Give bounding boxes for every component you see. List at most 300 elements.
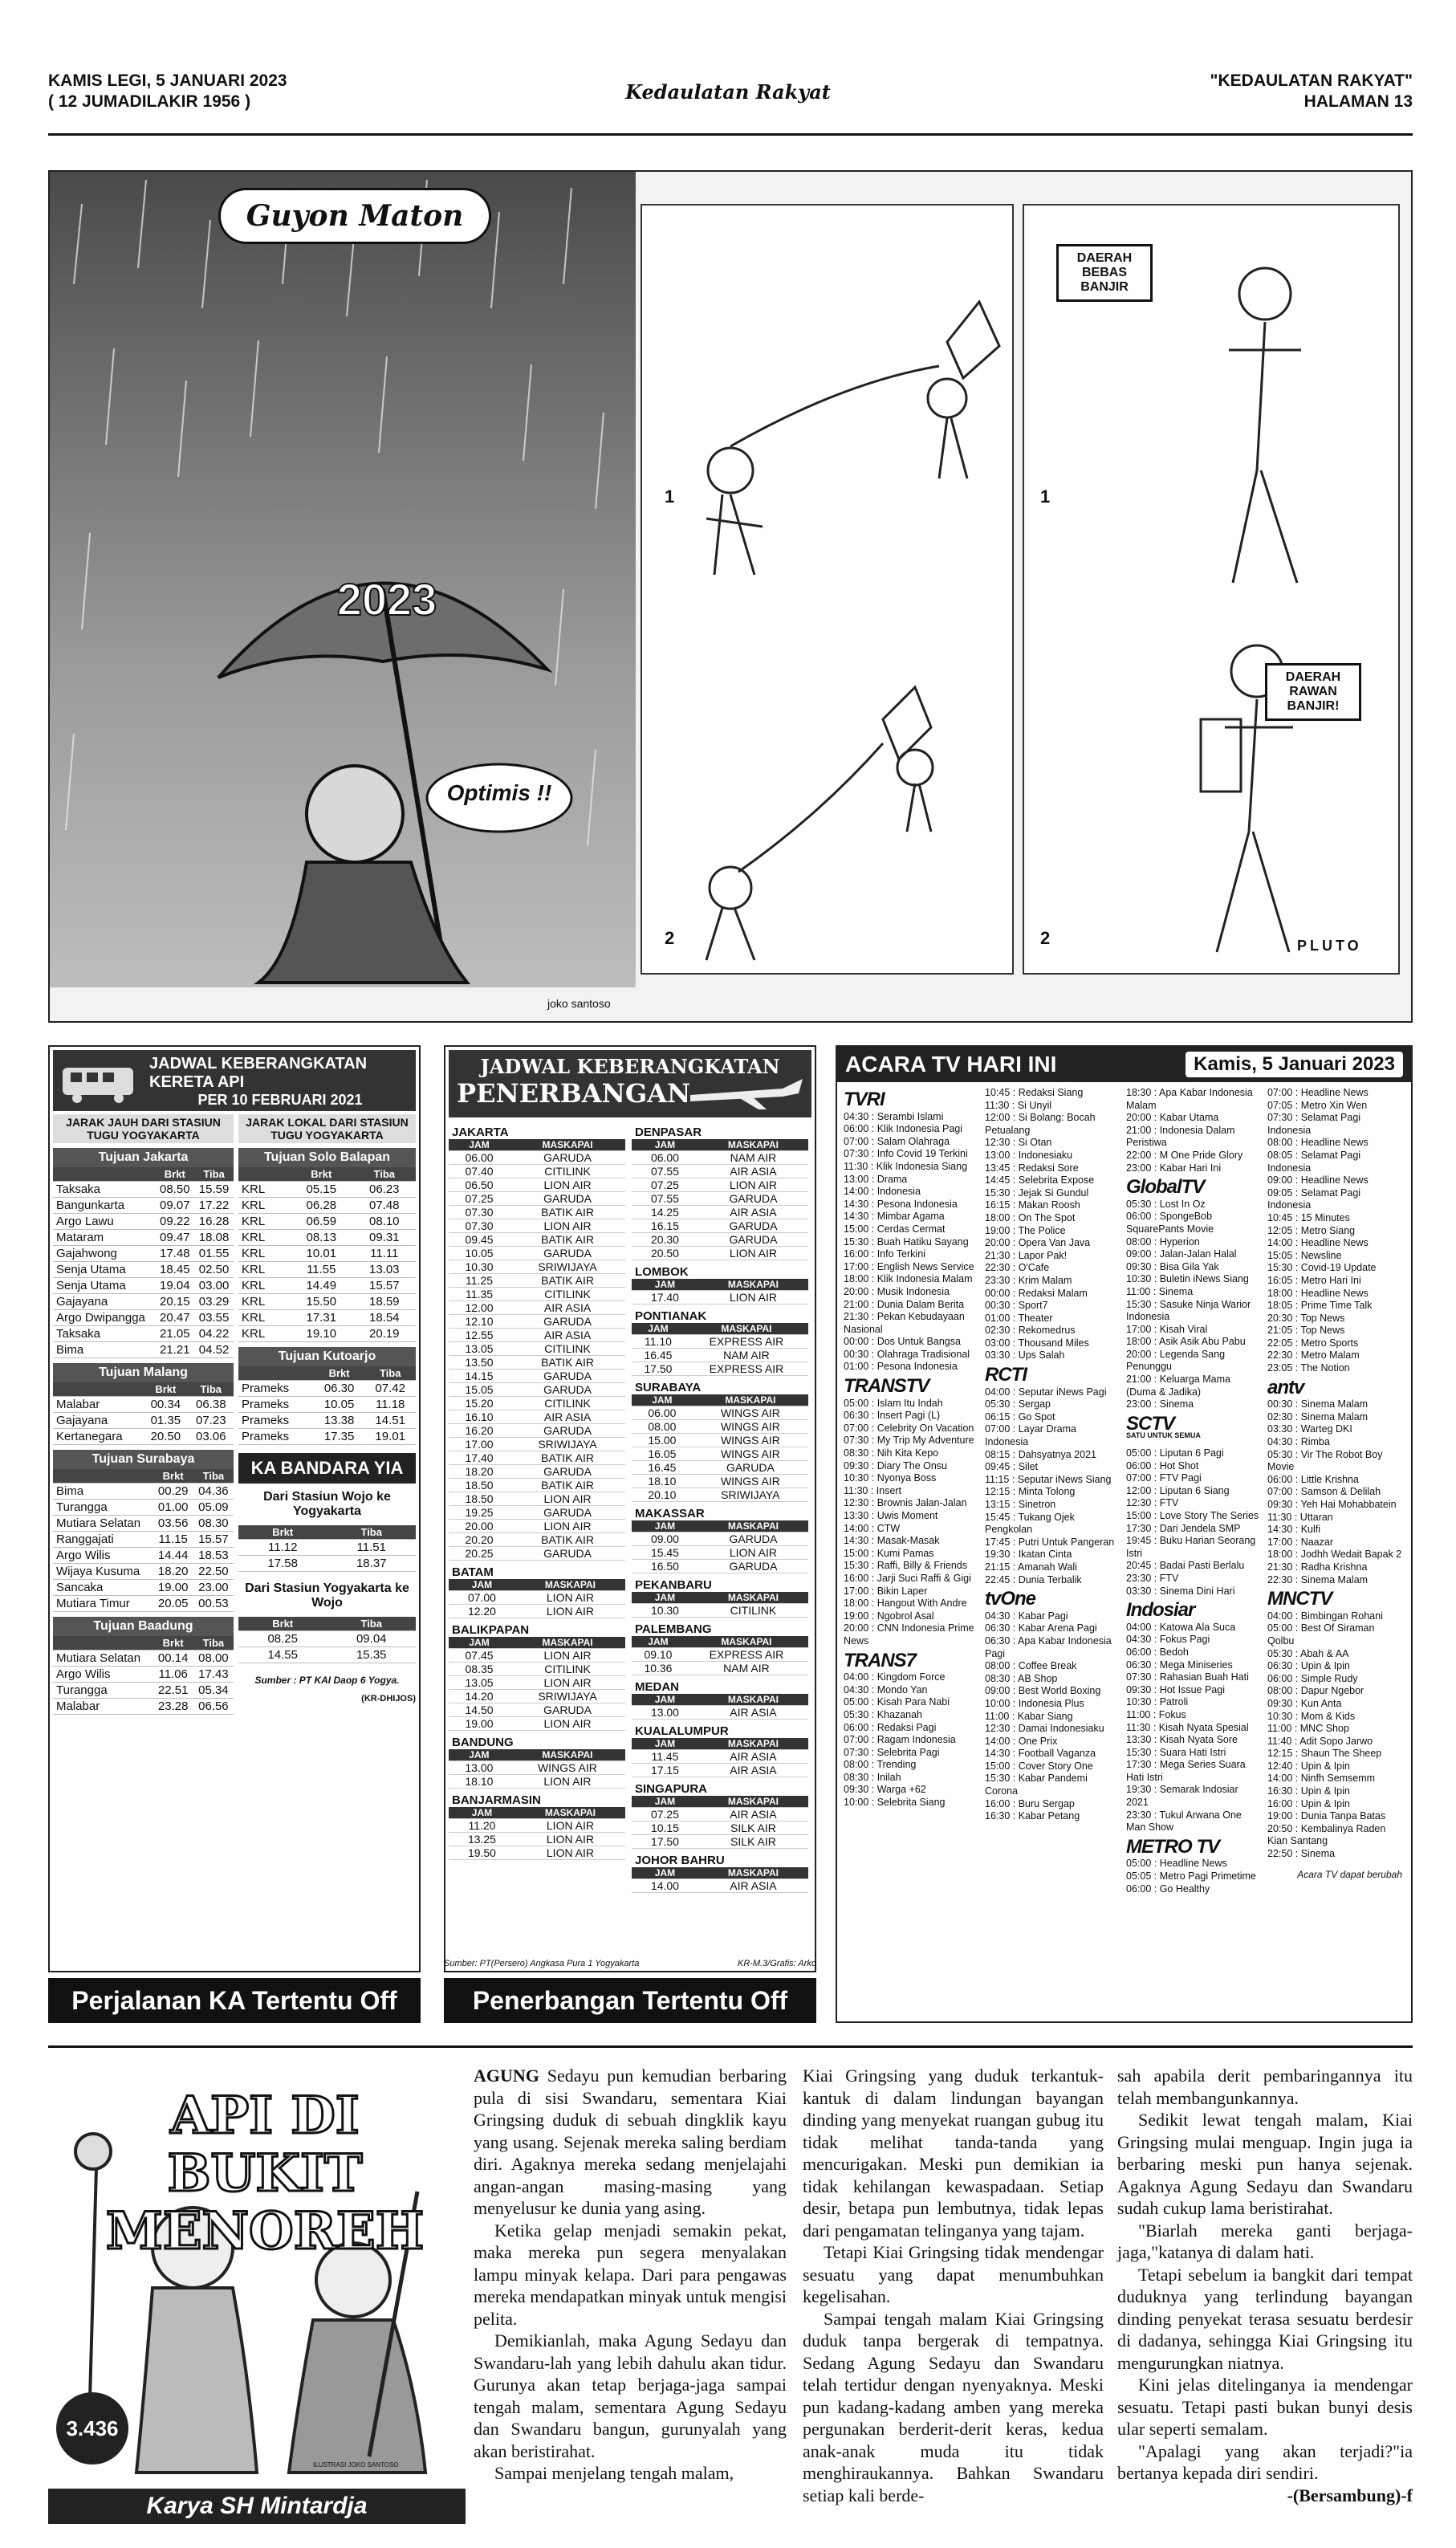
table-row	[449, 1192, 625, 1206]
page-info: "KEDAULATAN RAKYAT" HALAMAN 13	[1210, 71, 1413, 111]
table-row	[449, 1233, 625, 1247]
flight-col-head: JAM	[449, 1637, 510, 1649]
table-cell: 08.13	[290, 1230, 352, 1246]
tv-program: 22:50 : Sinema	[1267, 1848, 1336, 1860]
table-cell: 17.50	[632, 1835, 698, 1849]
flight-schedule	[444, 1045, 816, 1972]
table-cell: 08.50	[155, 1182, 194, 1198]
tv-program: 12:30 : FTV	[1126, 1497, 1179, 1509]
tv-program: 14:30 : Football Vaganza	[985, 1748, 1096, 1760]
tv-program: 06:30 : Upin & Ipin	[1267, 1660, 1350, 1672]
table-cell: 17.48	[155, 1246, 194, 1262]
table-cell: AIR ASIA	[698, 1206, 808, 1219]
trans7-logo: TRANS7	[844, 1649, 917, 1671]
tv-program: 15:05 : Newsline	[1267, 1249, 1342, 1261]
table-cell: GARUDA	[693, 1461, 808, 1475]
tv-date: Kamis, 5 Januari 2023	[1186, 1052, 1403, 1077]
table-row	[238, 1540, 416, 1556]
table-cell: 18.20	[153, 1564, 193, 1580]
table-row	[449, 1506, 625, 1520]
table-row	[449, 1219, 625, 1233]
table-row	[449, 1649, 625, 1663]
flight-table	[632, 1738, 808, 1777]
mnctv-logo: MNCTV	[1267, 1588, 1332, 1610]
masthead: Kedaulatan Rakyat	[625, 80, 831, 104]
table-cell: WINGS AIR	[693, 1406, 808, 1420]
table-cell: 17.15	[632, 1764, 698, 1777]
table-cell: WINGS AIR	[510, 1761, 625, 1775]
flight-col-head: MASKAPAI	[698, 1520, 808, 1532]
table-cell: Argo Lawu	[53, 1214, 155, 1230]
table-cell: CITILINK	[510, 1663, 625, 1676]
table-cell: CITILINK	[510, 1165, 625, 1178]
flight-table	[449, 1637, 625, 1731]
tv-program: 07:30 : Rahasian Buah Hati	[1126, 1671, 1249, 1683]
table-row	[632, 1406, 808, 1420]
tv-program: 16:30 : Kabar Petang	[985, 1810, 1080, 1822]
flight-table	[449, 1579, 625, 1618]
flight-table	[632, 1636, 808, 1675]
table-row	[632, 1165, 808, 1178]
tv-program: 09:30 : Hot Issue Pagi	[1126, 1683, 1225, 1695]
table-cell: KRL	[238, 1326, 290, 1342]
table-cell: 06.00	[632, 1151, 698, 1165]
tv-program: 08:00 : Headline News	[1267, 1137, 1369, 1149]
tv-program: 14:30 : Kulfi	[1267, 1524, 1321, 1536]
table-row	[449, 1178, 625, 1192]
table-cell: 03.55	[194, 1310, 234, 1326]
table-cell: BATIK AIR	[510, 1533, 625, 1547]
tv-program: 23:05 : The Notion	[1267, 1362, 1350, 1374]
airplane-icon	[686, 1071, 807, 1111]
tv-program: 19:00 : The Police	[985, 1224, 1066, 1236]
table-row	[449, 1356, 625, 1370]
table-row	[238, 1556, 416, 1572]
table-cell: 13.38	[314, 1413, 365, 1429]
tv-program: 15:00 : Love Story The Series	[1126, 1510, 1259, 1521]
tv-program: 15:00 : Cerdas Cermat	[844, 1223, 946, 1235]
table-cell: 09.04	[327, 1631, 416, 1647]
panel-number-1: 1	[665, 486, 675, 507]
table-cell: 03.29	[194, 1294, 234, 1310]
table-cell: KRL	[238, 1230, 290, 1246]
tv-program: 22:05 : Metro Sports	[1267, 1337, 1359, 1349]
table-cell: 01.35	[143, 1413, 188, 1429]
table-cell: 08.00	[193, 1651, 234, 1667]
table-cell: EXPRESS AIR	[685, 1362, 808, 1376]
tv-program: 16:00 : Buru Sergap	[985, 1797, 1075, 1809]
tv-program: 18:00 : Klik Indonesia Malam	[844, 1273, 973, 1285]
tv-col-1	[844, 1087, 978, 1895]
flight-city-title: SINGAPURA	[635, 1782, 708, 1796]
table-row	[449, 1479, 625, 1492]
table-cell: LION AIR	[510, 1775, 625, 1789]
jakarta-train-table: Brkt Tiba Taksaka 08.50 15.59 Bangunkarta 09.07 17.22 Argo Lawu 09.22 16.28 Mataram 09.47 18.08 Gajahwong 17.48 01.55 Senja Utama 18.45 02.50 Senja Utama 19.04 03.00 Gajayana 20.15 03.29 Argo Dwipangga 20.47 03.55 Taksaka 21.05 04.22 Bima 21.21 04.52	[53, 1167, 234, 1358]
table-row	[53, 1651, 234, 1667]
tv-program: 20:45 : Badai Pasti Berlalu	[1126, 1560, 1245, 1572]
table-cell: 11.35	[449, 1288, 510, 1301]
table-cell: 10.05	[314, 1397, 365, 1413]
transtv-logo: TRANSTV	[844, 1375, 929, 1398]
table-cell: KRL	[238, 1278, 290, 1294]
table-cell: 11.18	[364, 1397, 416, 1413]
table-row	[632, 1178, 808, 1192]
indosiar-list	[1126, 1622, 1261, 1834]
tv-program: 07:00 : FTV Pagi	[1126, 1472, 1202, 1484]
flight-table	[449, 1139, 625, 1561]
table-cell: 11.11	[353, 1246, 416, 1262]
table-cell: 19.00	[449, 1717, 510, 1731]
table-row	[632, 1420, 808, 1434]
table-cell: 07.55	[632, 1192, 698, 1206]
table-cell: 04.52	[194, 1342, 234, 1358]
table-row	[53, 1413, 234, 1429]
table-cell: 14.44	[153, 1548, 193, 1564]
tvone-list	[985, 1610, 1120, 1823]
tv-program: 09:30 : Kun Anta	[1267, 1697, 1342, 1709]
table-cell: 03.06	[189, 1429, 234, 1445]
tv-program: 16:05 : Metro Hari Ini	[1267, 1274, 1361, 1286]
table-cell: 00.29	[153, 1484, 193, 1500]
metrotv-list	[1126, 1858, 1261, 1895]
table-cell: 05.34	[193, 1683, 234, 1699]
table-row	[449, 1438, 625, 1451]
tv-program: 22:30 : O'Cafe	[985, 1262, 1050, 1274]
table-cell: 10.30	[449, 1260, 510, 1274]
story-paragraph: Tetapi Kiai Gringsing tidak mendengar sesuatu yang dapat menumbuhkan kegelisahan.	[803, 2242, 1104, 2306]
flight-city-title: BATAM	[452, 1565, 494, 1579]
globaltv-list	[1126, 1199, 1261, 1411]
table-cell: Prameks	[238, 1429, 314, 1445]
flight-city-title: DENPASAR	[635, 1125, 702, 1139]
table-row	[449, 1424, 625, 1438]
table-cell: LION AIR	[515, 1605, 625, 1618]
table-cell: LION AIR	[510, 1178, 625, 1192]
table-row	[632, 1362, 808, 1376]
table-cell: 01.00	[153, 1500, 193, 1516]
tv-program: 08:00 : Coffee Break	[985, 1660, 1077, 1672]
table-cell: 11.06	[153, 1667, 193, 1683]
story-paragraph: Tetapi sebelum ia bangkit dari tempat duduknya yang terlindung bayangan dinding penyekat terasa sesuatu berdesir di dadanya, sehingga Kiai Gringsing itu mengurungkan niatnya.	[1117, 2264, 1413, 2373]
train-title: JADWAL KEBERANGKATAN KERETA API	[149, 1055, 368, 1091]
table-cell: 10.36	[632, 1662, 685, 1675]
table-row	[632, 1447, 808, 1461]
table-cell: Turangga	[53, 1683, 153, 1699]
flight-col-head: JAM	[632, 1323, 685, 1335]
table-row	[238, 1182, 416, 1198]
table-cell: 01.55	[194, 1246, 234, 1262]
flight-city-title: JAKARTA	[452, 1125, 509, 1139]
tv-program: 01:00 : Pesona Indonesia	[844, 1361, 958, 1373]
table-row	[53, 1596, 234, 1612]
flood-strip-illustration	[1024, 206, 1398, 973]
flight-col-head: JAM	[632, 1867, 698, 1879]
table-cell: KRL	[238, 1262, 290, 1278]
table-cell: 15.57	[353, 1278, 416, 1294]
table-cell: 07.42	[364, 1381, 416, 1397]
tvone-logo: tvOne	[985, 1588, 1036, 1610]
table-row	[238, 1214, 416, 1230]
table-row	[632, 1835, 808, 1849]
flight-city-title: BANDUNG	[452, 1736, 514, 1749]
tv-program: 16:00 : Upin & Ipin	[1267, 1797, 1350, 1809]
table-cell: Wijaya Kusuma	[53, 1564, 153, 1580]
flight-city-title: KUALALUMPUR	[635, 1724, 729, 1738]
flight-table	[449, 1749, 625, 1789]
table-row	[53, 1500, 234, 1516]
table-cell: KRL	[238, 1294, 290, 1310]
story-paragraph: Sampai menjelang tengah malam,	[494, 2463, 734, 2483]
tv-program: 21:15 : Amanah Wali	[985, 1561, 1077, 1573]
tv-program: 10:00 : Selebrita Siang	[844, 1797, 946, 1809]
table-cell: WINGS AIR	[693, 1447, 808, 1461]
table-cell: 11.25	[449, 1274, 510, 1288]
trans7-list	[844, 1671, 978, 1809]
table-row	[632, 1662, 808, 1675]
table-cell: 16.05	[632, 1447, 693, 1461]
story-col-3	[1117, 2065, 1413, 2506]
table-cell: EXPRESS AIR	[685, 1648, 808, 1662]
table-row	[53, 1310, 234, 1326]
tv-program: 17:00 : English News Service	[844, 1260, 974, 1272]
serial-illustration	[48, 2071, 466, 2529]
rcti-list	[985, 1386, 1120, 1587]
tv-schedule	[836, 1045, 1413, 2023]
table-row	[449, 1410, 625, 1424]
table-row	[632, 1560, 808, 1573]
tv-program: 10:30 : Mom & Kids	[1267, 1710, 1356, 1722]
train-schedule	[48, 1045, 421, 1972]
table-cell: 16.28	[194, 1214, 234, 1230]
table-cell: 18.59	[353, 1294, 416, 1310]
table-cell: NAM AIR	[698, 1151, 808, 1165]
tv-program: 04:00 : Bimbingan Rohani	[1267, 1610, 1383, 1622]
table-cell: AIR ASIA	[698, 1165, 808, 1178]
tv-program: 10:45 : 15 Minutes	[1267, 1211, 1350, 1223]
table-cell: 16.15	[632, 1219, 698, 1233]
table-cell: 23.28	[153, 1699, 193, 1715]
table-cell: 20.15	[155, 1294, 194, 1310]
table-cell: GARUDA	[698, 1219, 808, 1233]
tv-program: 17:30 : Mega Series Suara Hati Istri	[1126, 1759, 1246, 1783]
table-cell: GARUDA	[510, 1383, 625, 1397]
tv-program: 02:30 : Rekomedrus	[985, 1325, 1076, 1337]
tv-program: 15:30 : Buah Hatiku Sayang	[844, 1235, 969, 1248]
table-row	[53, 1278, 234, 1294]
table-cell: 14.49	[290, 1278, 352, 1294]
tv-program: 09:00 : Best World Boxing	[985, 1685, 1101, 1697]
tv-program: 06:00 : Redaksi Pagi	[844, 1721, 937, 1733]
tv-program: 09:30 : Warga +62	[844, 1784, 926, 1796]
table-row	[449, 1206, 625, 1219]
table-cell: 06.23	[353, 1182, 416, 1198]
table-cell: 18.50	[449, 1479, 510, 1492]
table-row	[632, 1604, 808, 1618]
cartoon-artist: joko santoso	[547, 997, 611, 1010]
table-cell: 20.47	[155, 1310, 194, 1326]
table-cell: 23.00	[193, 1580, 234, 1596]
header-rule	[48, 133, 1413, 136]
table-row	[632, 1461, 808, 1475]
tv-program: 08:30 : AB Shop	[985, 1672, 1058, 1684]
tv-program: 07:00 : Headline News	[1267, 1087, 1369, 1098]
tv-program: 07:30 : Selebrita Pagi	[844, 1746, 940, 1758]
tv-program: 18:00 : Asik Asik Abu Pabu	[1126, 1336, 1246, 1348]
tv-program: 22:45 : Dunia Terbalik	[985, 1573, 1082, 1585]
tv-program: 05:00 : Liputan 6 Pagi	[1126, 1447, 1224, 1459]
table-row	[449, 1383, 625, 1397]
table-cell: 18.20	[449, 1465, 510, 1479]
antv-logo: antv	[1267, 1376, 1304, 1398]
table-cell: 04.36	[193, 1484, 234, 1500]
table-cell: 06.30	[314, 1381, 365, 1397]
tv-program: 08:00 : Dapur Ngebor	[1267, 1685, 1364, 1697]
story-paragraph: "Apalagi yang akan terjadi?"ia bertanya kepada diri sendiri.	[1117, 2440, 1413, 2483]
tv-program: 05:30 : Vir The Robot Boy Movie	[1267, 1448, 1383, 1473]
tv-program: 11:00 : MNC Shop	[1267, 1723, 1349, 1735]
table-row	[53, 1667, 234, 1683]
tv-program: 18:30 : Apa Kabar Indonesia Malam	[1126, 1087, 1253, 1111]
table-row	[238, 1631, 416, 1647]
flight-col-head: JAM	[632, 1738, 698, 1750]
table-cell: 05.09	[193, 1500, 234, 1516]
flood-strip	[1023, 204, 1400, 975]
table-cell: LION AIR	[698, 1546, 808, 1560]
tv-program: 15:30 : Suara Hati Istri	[1126, 1746, 1226, 1758]
table-row	[449, 1846, 625, 1860]
table-row	[632, 1532, 808, 1546]
flight-source-line	[444, 1959, 816, 1968]
table-cell: 06.56	[193, 1699, 234, 1715]
table-cell: 15.50	[290, 1294, 352, 1310]
flight-right-col	[632, 1121, 808, 1893]
tv-program: 21:00 : Dunia Dalam Berita	[844, 1298, 965, 1310]
tv-program: 06:00 : Simple Rudy	[1267, 1672, 1358, 1684]
tv-program: 07:00 : Celebrity On Vacation	[844, 1422, 974, 1434]
panel-number-2: 2	[665, 928, 675, 948]
table-cell: 11.45	[632, 1750, 698, 1764]
transtv-list	[844, 1398, 978, 1648]
table-cell: 18.45	[155, 1262, 194, 1278]
rcti-logo: RCTI	[985, 1364, 1027, 1386]
table-cell: Prameks	[238, 1397, 314, 1413]
kite-strip-illustration	[642, 206, 1012, 973]
tv-program: 00:30 : Sport7	[985, 1300, 1048, 1312]
table-cell: 07.48	[353, 1198, 416, 1214]
jakarta-section-title: Tujuan Jakarta	[53, 1148, 234, 1167]
table-cell: 09.10	[632, 1648, 685, 1662]
table-cell: Taksaka	[53, 1326, 155, 1342]
section-rule	[48, 2045, 1413, 2048]
flight-city-title: PEKANBARU	[635, 1578, 712, 1592]
table-cell: 15.45	[632, 1546, 698, 1560]
table-row	[632, 1546, 808, 1560]
table-cell: KRL	[238, 1214, 290, 1230]
sctv-tagline: SATU UNTUK SEMUA	[1126, 1431, 1201, 1440]
table-cell: 06.50	[449, 1178, 510, 1192]
local-head: JARAK LOKAL DARI STASIUN TUGU YOGYAKARTA	[238, 1114, 416, 1143]
table-row	[449, 1247, 625, 1260]
table-cell: 20.25	[449, 1547, 510, 1561]
tv-program: 12:30 : Si Otan	[985, 1137, 1052, 1149]
table-cell: 12.55	[449, 1329, 510, 1342]
table-cell: 21.05	[155, 1326, 194, 1342]
tv-program: 13:45 : Redaksi Sore	[985, 1162, 1079, 1174]
table-cell: 11.20	[449, 1819, 515, 1833]
flight-table	[632, 1592, 808, 1618]
table-cell: 02.50	[194, 1262, 234, 1278]
table-cell: LION AIR	[515, 1819, 625, 1833]
table-cell: Gajayana	[53, 1294, 155, 1310]
malang-section-title: Tujuan Malang	[53, 1363, 234, 1382]
antv-list	[1267, 1398, 1402, 1586]
tv-program: 08:05 : Selamat Pagi Indonesia	[1267, 1149, 1361, 1174]
tv-program: 02:30 : Sinema Malam	[1267, 1410, 1369, 1423]
table-cell: Prameks	[238, 1381, 314, 1397]
trans7-cont-list	[985, 1087, 1120, 1362]
flight-city-title: PONTIANAK	[635, 1309, 707, 1323]
tv-program: 21:30 : Pekan Kebudayaan Nasional	[844, 1311, 965, 1335]
table-row	[238, 1397, 416, 1413]
tv-program: 11:30 : Insert	[844, 1484, 902, 1496]
table-cell: Mutiara Selatan	[53, 1516, 153, 1532]
train-left-col	[53, 1114, 234, 1715]
tv-program: 13:30 : Uwis Moment	[844, 1510, 938, 1521]
table-cell: SRIWIJAYA	[693, 1488, 808, 1502]
flight-col-head: MASKAPAI	[510, 1139, 625, 1151]
tv-program: 17:30 : Dari Jendela SMP	[1126, 1522, 1241, 1534]
table-cell: 09.45	[449, 1233, 510, 1247]
table-cell: AIR ASIA	[698, 1706, 808, 1720]
table-cell: 17.31	[290, 1310, 352, 1326]
table-row	[632, 1475, 808, 1488]
table-cell: LION AIR	[510, 1520, 625, 1533]
tv-program: 15:30 : Kabar Pandemi Corona	[985, 1773, 1088, 1797]
table-cell: GARUDA	[698, 1192, 808, 1206]
bandara-b-table: Brkt Tiba 08.25 09.04 14.55 15.35	[238, 1617, 416, 1663]
table-row	[53, 1342, 234, 1358]
table-cell: 08.30	[193, 1516, 234, 1532]
table-cell: KRL	[238, 1246, 290, 1262]
flight-title-1: JADWAL KEBERANGKATAN	[480, 1055, 780, 1078]
flight-left-col	[449, 1121, 625, 1893]
tv-program: 04:30 : Rimba	[1267, 1436, 1330, 1448]
tv-program: 05:00 : Headline News	[1126, 1858, 1227, 1870]
table-cell: Prameks	[238, 1413, 314, 1429]
table-cell: 17.43	[193, 1667, 234, 1683]
table-cell: 10.05	[449, 1247, 510, 1260]
table-row	[238, 1294, 416, 1310]
table-cell: 20.00	[449, 1520, 510, 1533]
tv-program: 13:00 : Drama	[844, 1173, 908, 1185]
surabaya-section-title: Tujuan Surabaya	[53, 1450, 234, 1469]
tv-program: 08:00 : Hyperion	[1126, 1235, 1200, 1248]
tv-header	[837, 1047, 1411, 1082]
table-row	[632, 1349, 808, 1362]
tv-program: 12:30 : Brownis Jalan-Jalan	[844, 1497, 967, 1509]
table-row	[238, 1198, 416, 1214]
metrotv-cont-list	[1267, 1087, 1402, 1375]
table-cell: Gajayana	[53, 1413, 143, 1429]
table-row	[449, 1819, 625, 1833]
tv-program: 04:30 : Kabar Pagi	[985, 1610, 1068, 1622]
table-cell: 12.00	[449, 1301, 510, 1315]
table-cell: 18.10	[449, 1775, 510, 1789]
table-cell: 03.00	[194, 1278, 234, 1294]
table-cell: Argo Wilis	[53, 1548, 153, 1564]
table-cell: CITILINK	[510, 1342, 625, 1356]
tv-program: 10:30 : Nyonya Boss	[844, 1472, 937, 1484]
